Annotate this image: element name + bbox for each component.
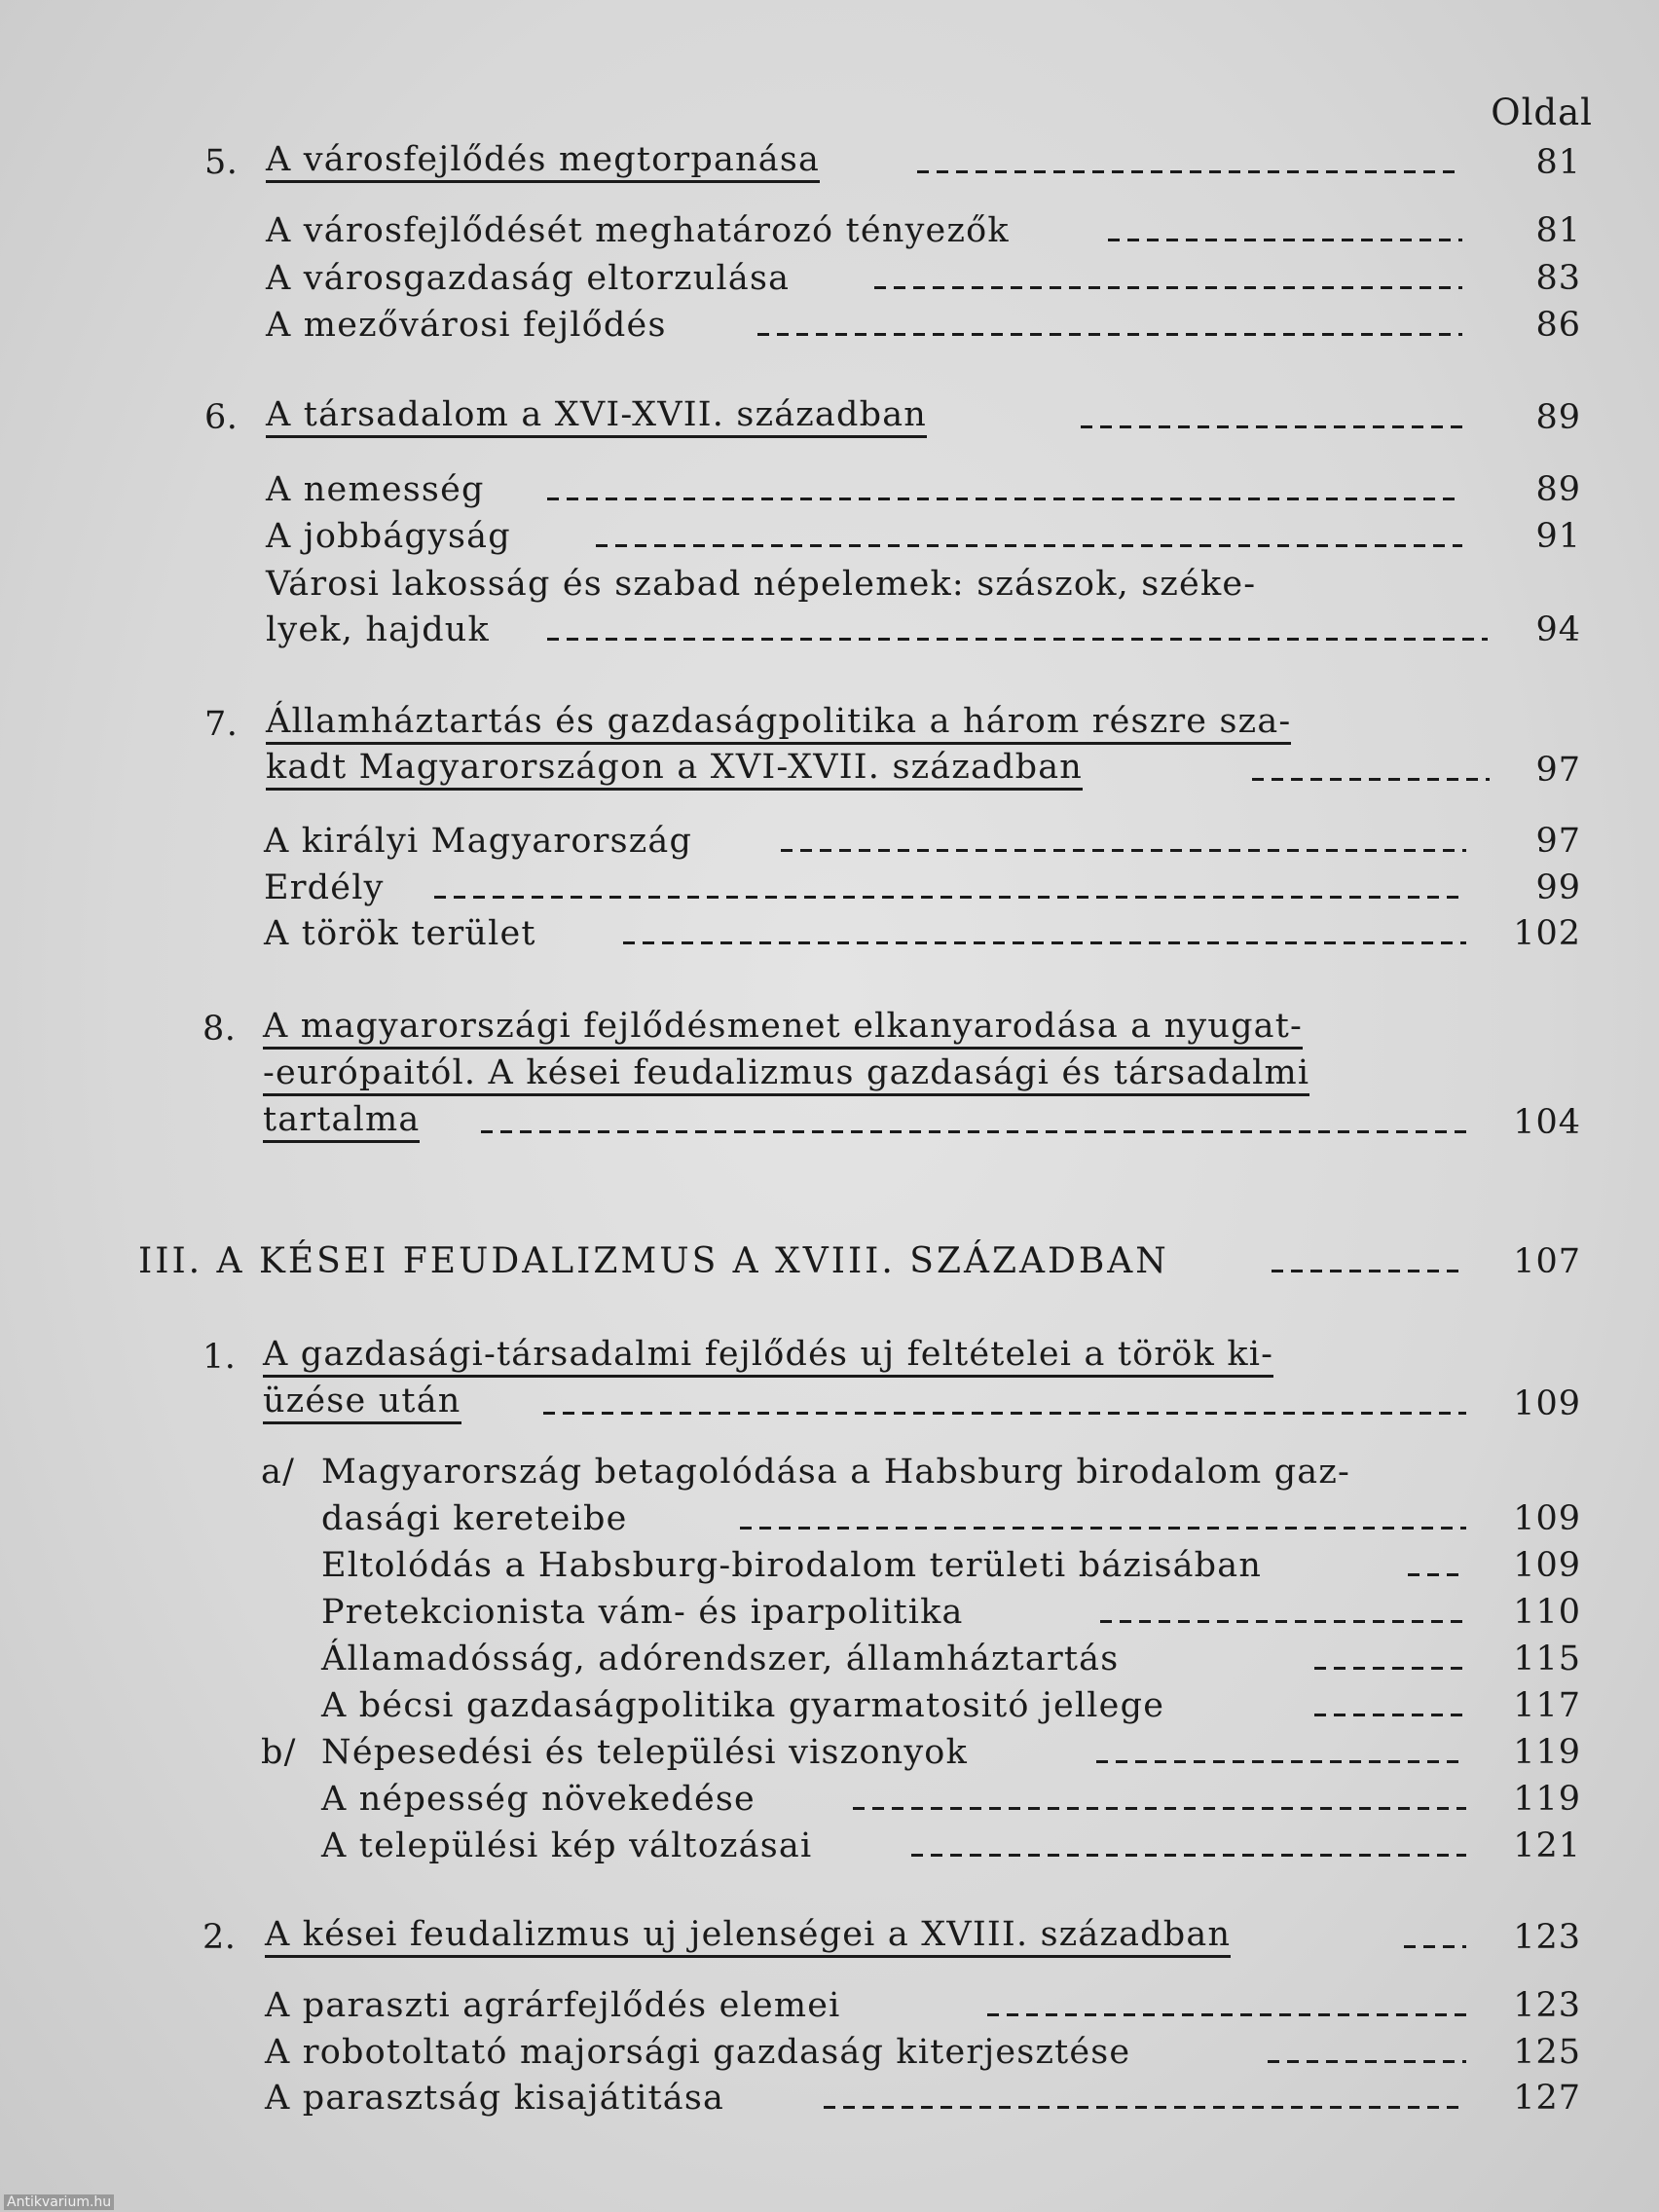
- leader-dots: [740, 1527, 1466, 1530]
- item-label: A nemesség: [266, 470, 485, 509]
- item-label: A robotoltató majorsági gazdaság kiterjesztése: [265, 2033, 1131, 2072]
- section-title-continued: -európaitól. A kései feudalizmus gazdasági és társadalmi: [263, 1052, 1309, 1096]
- leader-dots: [481, 1130, 1466, 1133]
- toc-section-8-line3[interactable]: [0, 1099, 1659, 1146]
- leader-dots: [781, 849, 1466, 852]
- toc-section-8-line2[interactable]: [0, 1052, 1659, 1099]
- item-label: A török terület: [264, 914, 536, 953]
- subsection-marker: a/: [261, 1453, 296, 1492]
- toc-item[interactable]: [0, 2075, 1659, 2121]
- section-title: A kései feudalizmus uj jelenségei a XVIII. században: [265, 1914, 1231, 1958]
- section-title: A magyarországi fejlődésmenet elkanyarodása a nyugat-: [263, 1006, 1303, 1050]
- page-number: 109: [1513, 1384, 1581, 1423]
- page-number: 119: [1513, 1733, 1581, 1772]
- toc-item[interactable]: [0, 910, 1659, 957]
- leader-dots: [1314, 1667, 1466, 1670]
- page-number: 86: [1535, 306, 1581, 345]
- page-number: 89: [1535, 398, 1581, 437]
- item-label: A paraszti agrárfejlődés elemei: [265, 1986, 841, 2025]
- leader-dots: [434, 896, 1466, 899]
- toc-item-line2[interactable]: [0, 607, 1659, 653]
- toc-section-6[interactable]: [0, 394, 1659, 441]
- leader-dots: [1272, 1270, 1466, 1272]
- section-title-continued: kadt Magyarországon a XVI-XVII. században: [266, 747, 1083, 791]
- toc-part-3[interactable]: [0, 1238, 1659, 1285]
- page-number: 94: [1535, 610, 1581, 649]
- leader-dots: [596, 544, 1462, 547]
- toc-subsection-a-line2[interactable]: [0, 1495, 1659, 1542]
- toc-item[interactable]: [0, 1776, 1659, 1823]
- toc-item[interactable]: [0, 818, 1659, 865]
- item-label: A népesség növekedése: [321, 1780, 756, 1819]
- leader-dots: [1314, 1714, 1466, 1716]
- toc-section-7-line2[interactable]: [0, 747, 1659, 793]
- page-number: 89: [1535, 470, 1581, 509]
- leader-dots: [824, 2106, 1466, 2109]
- leader-dots: [1096, 1760, 1466, 1763]
- toc-section-2[interactable]: [0, 1914, 1659, 1961]
- section-number: 2.: [203, 1918, 237, 1957]
- page-number: 123: [1513, 1918, 1581, 1957]
- page-number: 97: [1535, 751, 1581, 790]
- page-number: 125: [1513, 2033, 1581, 2072]
- page-number: 99: [1535, 868, 1581, 907]
- toc-section-8-line1[interactable]: [0, 1006, 1659, 1052]
- section-number: 5.: [204, 143, 239, 182]
- page-number: 102: [1513, 914, 1581, 953]
- toc-item[interactable]: [0, 2029, 1659, 2076]
- item-label: Pretekcionista vám- és iparpolitika: [321, 1593, 964, 1632]
- leader-dots: [853, 1807, 1466, 1810]
- page-number: 107: [1513, 1242, 1581, 1281]
- toc-subsection-a-line1[interactable]: [0, 1449, 1659, 1495]
- page-number: 104: [1513, 1103, 1581, 1142]
- item-label: Erdély: [264, 868, 385, 907]
- page-number: 83: [1535, 259, 1581, 298]
- toc-item[interactable]: [0, 466, 1659, 513]
- item-label: A parasztság kisajátitása: [265, 2079, 725, 2118]
- toc-item[interactable]: [0, 255, 1659, 302]
- subsection-marker: b/: [261, 1733, 297, 1772]
- toc-item[interactable]: [0, 1982, 1659, 2029]
- leader-dots: [874, 286, 1462, 289]
- leader-dots: [1108, 239, 1462, 241]
- toc-item[interactable]: [0, 1542, 1659, 1589]
- page-number: 117: [1513, 1686, 1581, 1725]
- toc-item[interactable]: [0, 865, 1659, 911]
- page-number: 91: [1535, 517, 1581, 556]
- section-title: A társadalom a XVI-XVII. században: [266, 394, 927, 438]
- leader-dots: [547, 638, 1488, 641]
- subsection-label-continued: dasági kereteibe: [321, 1499, 628, 1538]
- item-label: Államadósság, adórendszer, államháztartás: [321, 1640, 1120, 1678]
- toc-item-line1[interactable]: [0, 561, 1659, 608]
- leader-dots: [623, 941, 1466, 944]
- toc-item[interactable]: [0, 1589, 1659, 1636]
- item-label-continued: lyek, hajduk: [266, 610, 490, 649]
- page-number: 119: [1513, 1780, 1581, 1819]
- section-number: 6.: [204, 398, 239, 437]
- page-column-header: Oldal: [1491, 92, 1593, 133]
- leader-dots: [547, 498, 1462, 500]
- leader-dots: [1081, 425, 1462, 428]
- toc-section-5[interactable]: [0, 139, 1659, 186]
- leader-dots: [911, 1854, 1466, 1857]
- toc-subsection-b[interactable]: [0, 1729, 1659, 1776]
- page-number: 81: [1535, 211, 1581, 250]
- toc-item[interactable]: [0, 302, 1659, 349]
- leader-dots: [543, 1412, 1466, 1415]
- item-label: A városgazdaság eltorzulása: [266, 259, 791, 298]
- toc-section-7-line1[interactable]: [0, 701, 1659, 748]
- item-label: A jobbágyság: [266, 517, 511, 556]
- section-number: 8.: [203, 1010, 237, 1049]
- item-label: A városfejlődését meghatározó tényezők: [266, 211, 1010, 250]
- section-title: A gazdasági-társadalmi fejlődés uj feltételei a török ki-: [263, 1334, 1273, 1378]
- subsection-label: Népesedési és települési viszonyok: [321, 1733, 968, 1772]
- section-title: A városfejlődés megtorpanása: [266, 139, 820, 183]
- page-number: 109: [1513, 1499, 1581, 1538]
- part-title: III. A KÉSEI FEUDALIZMUS A XVIII. SZÁZADBAN: [138, 1241, 1169, 1281]
- page-number: 109: [1513, 1546, 1581, 1585]
- toc-item[interactable]: [0, 207, 1659, 254]
- item-label: Eltolódás a Habsburg-birodalom területi bázisában: [321, 1546, 1263, 1585]
- toc-section-1-line2[interactable]: [0, 1381, 1659, 1427]
- section-title-continued: tartalma: [263, 1099, 420, 1143]
- subsection-label: Magyarország betagolódása a Habsburg birodalom gaz-: [321, 1453, 1351, 1492]
- toc-item[interactable]: [0, 1682, 1659, 1729]
- section-title: Államháztartás és gazdaságpolitika a három részre sza-: [266, 701, 1291, 745]
- leader-dots: [1268, 2060, 1466, 2063]
- toc-item[interactable]: [0, 1636, 1659, 1682]
- leader-dots: [757, 333, 1462, 336]
- section-number: 1.: [203, 1338, 237, 1377]
- section-number: 7.: [204, 705, 239, 744]
- section-title-continued: üzése után: [263, 1381, 461, 1424]
- item-label: A települési kép változásai: [321, 1826, 813, 1865]
- page-number: 110: [1513, 1593, 1581, 1632]
- leader-dots: [917, 170, 1462, 173]
- toc-section-1-line1[interactable]: [0, 1334, 1659, 1381]
- page-number: 115: [1513, 1640, 1581, 1678]
- toc-item[interactable]: [0, 513, 1659, 560]
- leader-dots: [1100, 1620, 1466, 1623]
- page-number: 97: [1535, 822, 1581, 861]
- page-number: 121: [1513, 1826, 1581, 1865]
- leader-dots: [1252, 778, 1490, 781]
- page-number: 123: [1513, 1986, 1581, 2025]
- item-label: A mezővárosi fejlődés: [266, 306, 667, 345]
- item-label: Városi lakosság és szabad népelemek: szászok, széke-: [266, 565, 1257, 604]
- leader-dots: [987, 2013, 1466, 2016]
- leader-dots: [1408, 1573, 1466, 1576]
- item-label: A bécsi gazdaságpolitika gyarmatositó jellege: [321, 1686, 1165, 1725]
- watermark: Antikvarium.hu: [4, 2194, 114, 2210]
- page-number: 127: [1513, 2079, 1581, 2118]
- page-number: 81: [1535, 143, 1581, 182]
- leader-dots: [1404, 1945, 1466, 1948]
- item-label: A királyi Magyarország: [264, 822, 693, 861]
- toc-item[interactable]: [0, 1823, 1659, 1869]
